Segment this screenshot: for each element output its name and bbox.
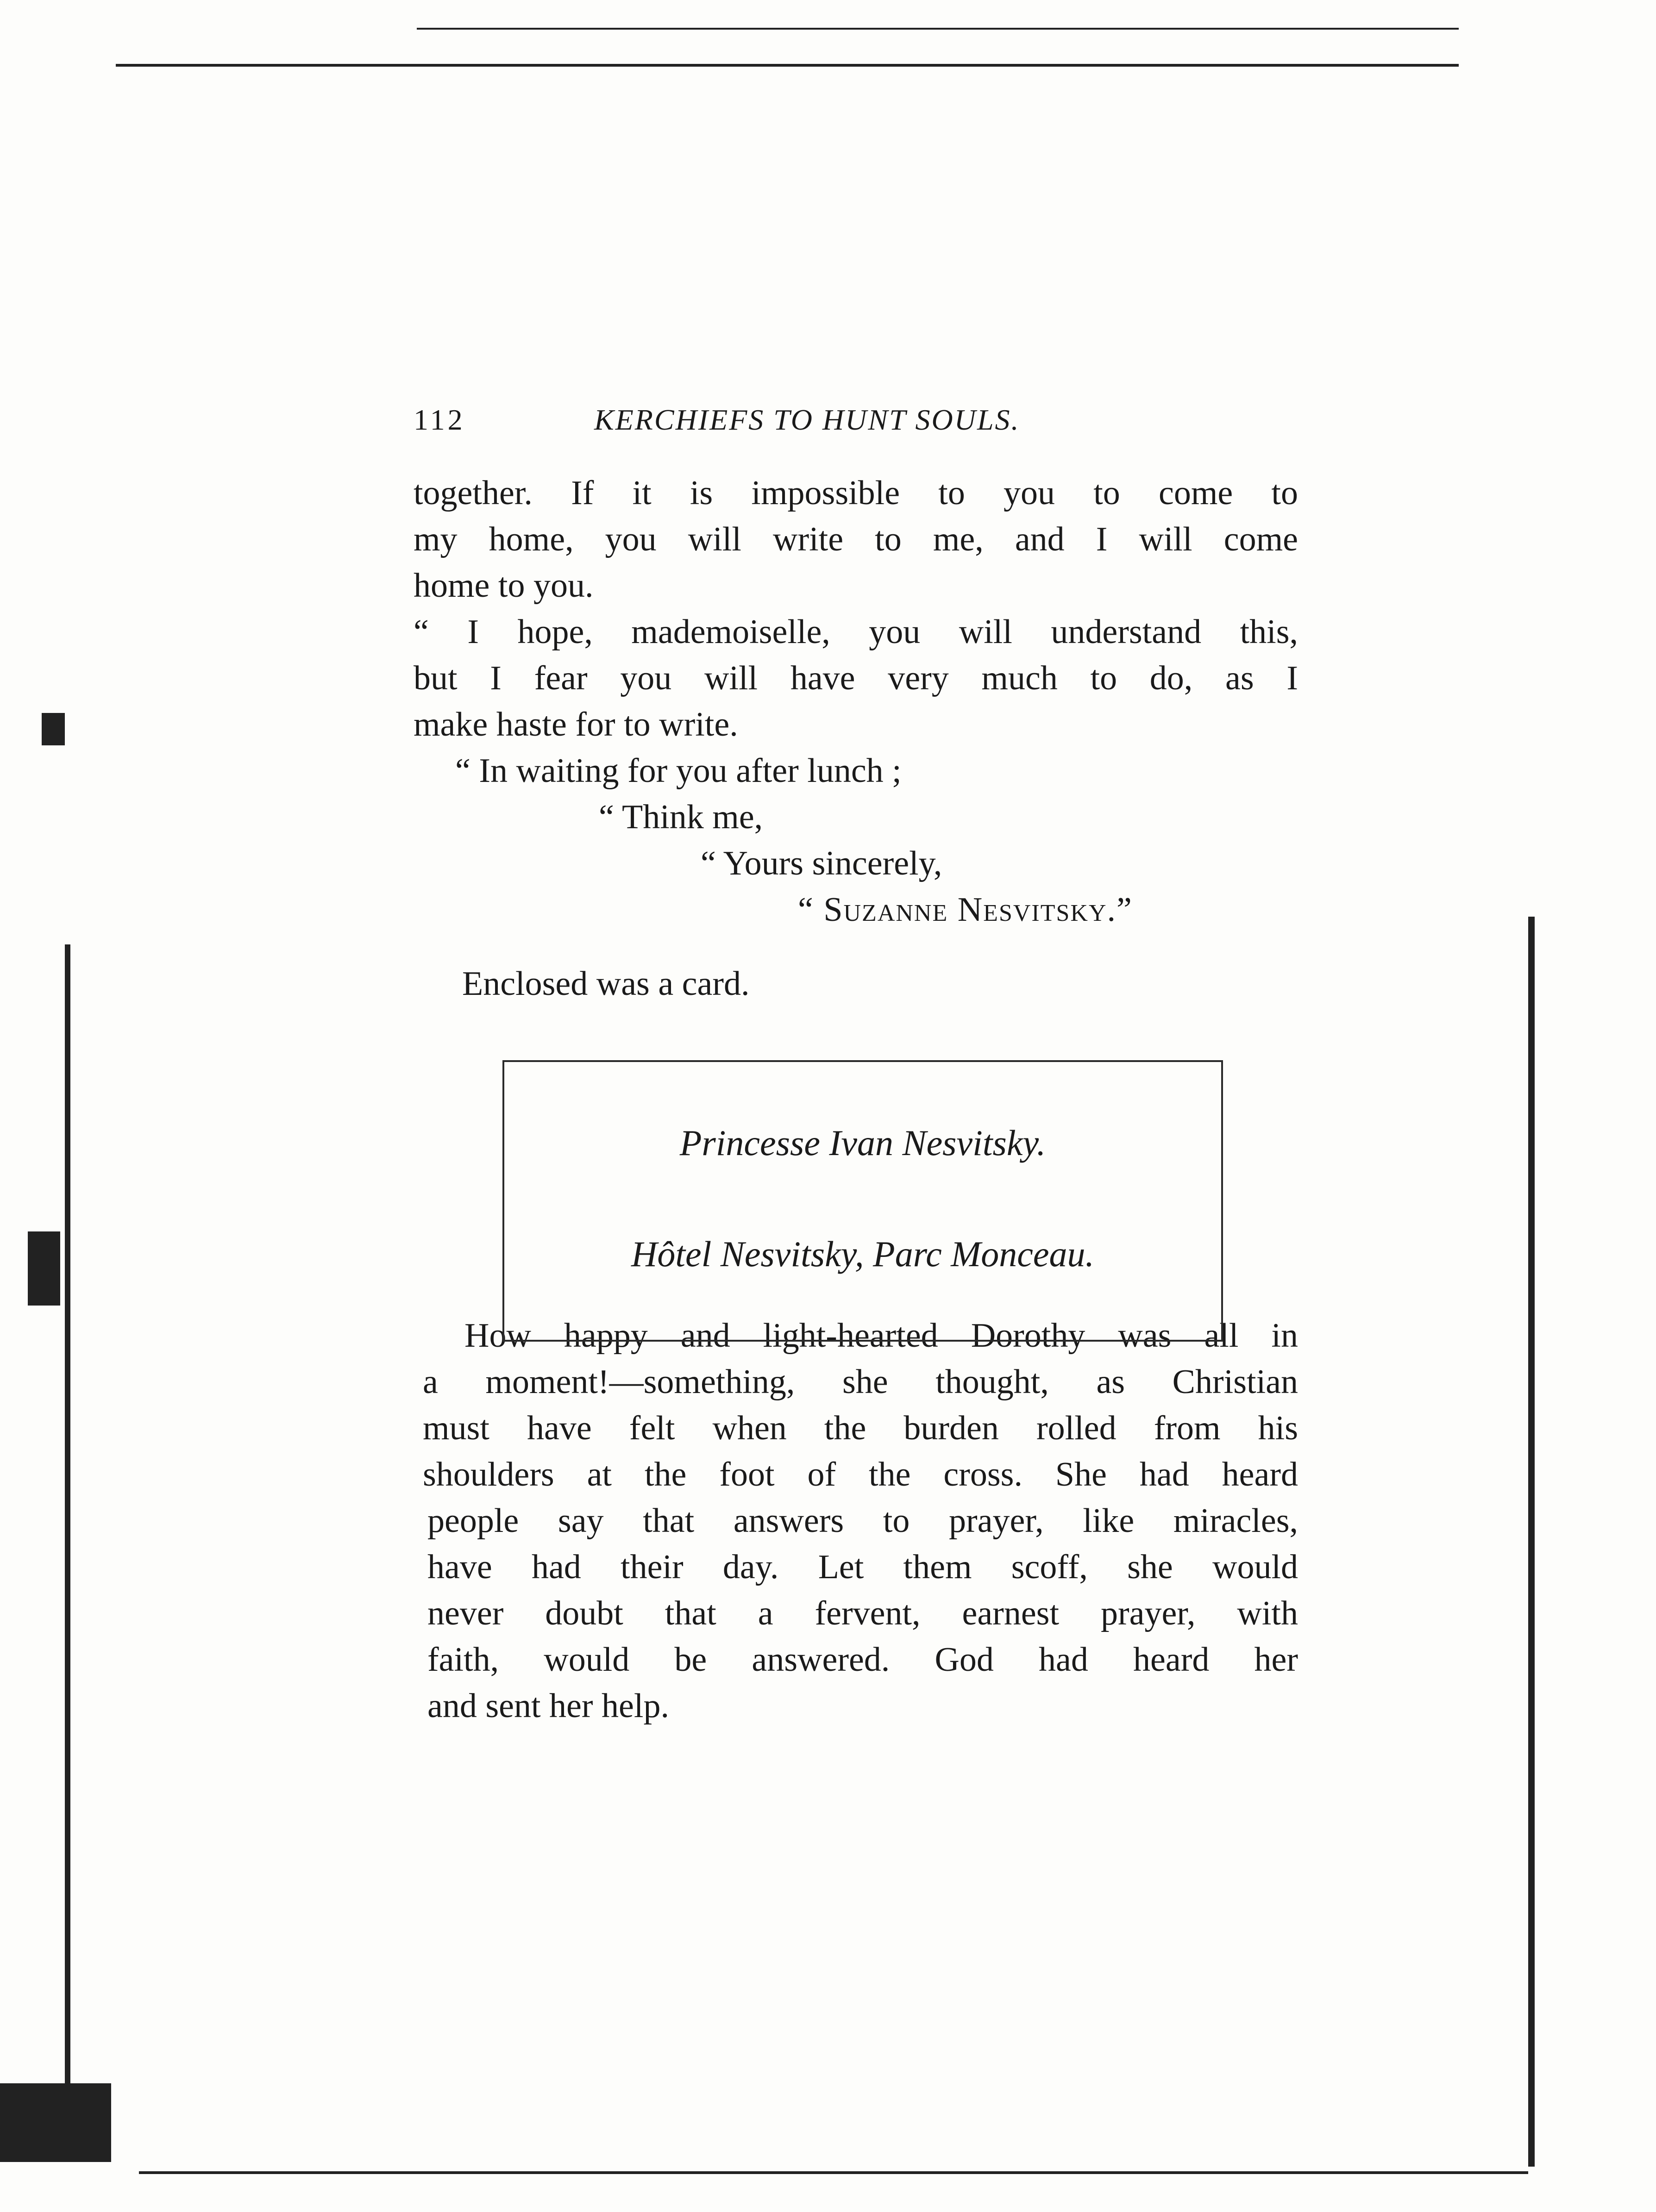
- letter-line: but I fear you will have very much to do, as I: [414, 659, 1298, 697]
- paragraph-line: must have felt when the burden rolled from his: [423, 1409, 1298, 1447]
- letter-line: together. If it is impossible to you to come to: [414, 474, 1298, 512]
- scan-border-top-2: [417, 28, 1459, 30]
- letter-line: make haste for to write.: [414, 706, 738, 744]
- calling-card: [502, 1060, 1223, 1342]
- scan-mark-left-2: [42, 713, 65, 745]
- letter-signature: “ Suzanne Nesvitsky.”: [798, 891, 1133, 929]
- scan-border-top: [116, 64, 1459, 67]
- letter-line: home to you.: [414, 567, 594, 605]
- enclosed-text: Enclosed was a card.: [462, 965, 750, 1003]
- paragraph-line: How happy and light-hearted Dorothy was all in: [464, 1317, 1298, 1355]
- letter-closing: “ Yours sincerely,: [701, 844, 942, 882]
- scan-edge-right: [1528, 917, 1535, 2167]
- scan-border-bottom: [139, 2171, 1528, 2174]
- card-name: Princesse Ivan Nesvitsky.: [679, 1123, 1046, 1163]
- paragraph-line: a moment!—something, she thought, as Christian: [423, 1363, 1298, 1401]
- paragraph-line: never doubt that a fervent, earnest prayer, with: [427, 1594, 1298, 1632]
- paragraph-line: faith, would be answered. God had heard her: [427, 1641, 1298, 1679]
- scan-mark-left: [28, 1231, 60, 1306]
- page-number: 112: [414, 403, 465, 436]
- paragraph-line: people say that answers to prayer, like miracles,: [427, 1502, 1298, 1540]
- paragraph-line: shoulders at the foot of the cross. She had heard: [423, 1456, 1298, 1493]
- paragraph-line: and sent her help.: [427, 1687, 669, 1725]
- letter-line: my home, you will write to me, and I will come: [414, 520, 1298, 558]
- card-address: Hôtel Nesvitsky, Parc Monceau.: [631, 1234, 1094, 1274]
- scan-edge-left: [65, 944, 70, 2120]
- scan-corner-bottom-left: [0, 2083, 111, 2162]
- page-header: [414, 398, 1298, 435]
- paragraph-line: have had their day. Let them scoff, she would: [427, 1548, 1298, 1586]
- letter-line: “ In waiting for you after lunch ;: [455, 752, 902, 790]
- letter-line: “ I hope, mademoiselle, you will understand this,: [414, 613, 1298, 651]
- letter-closing: “ Think me,: [599, 798, 763, 836]
- running-title: KERCHIEFS TO HUNT SOULS.: [594, 403, 1020, 436]
